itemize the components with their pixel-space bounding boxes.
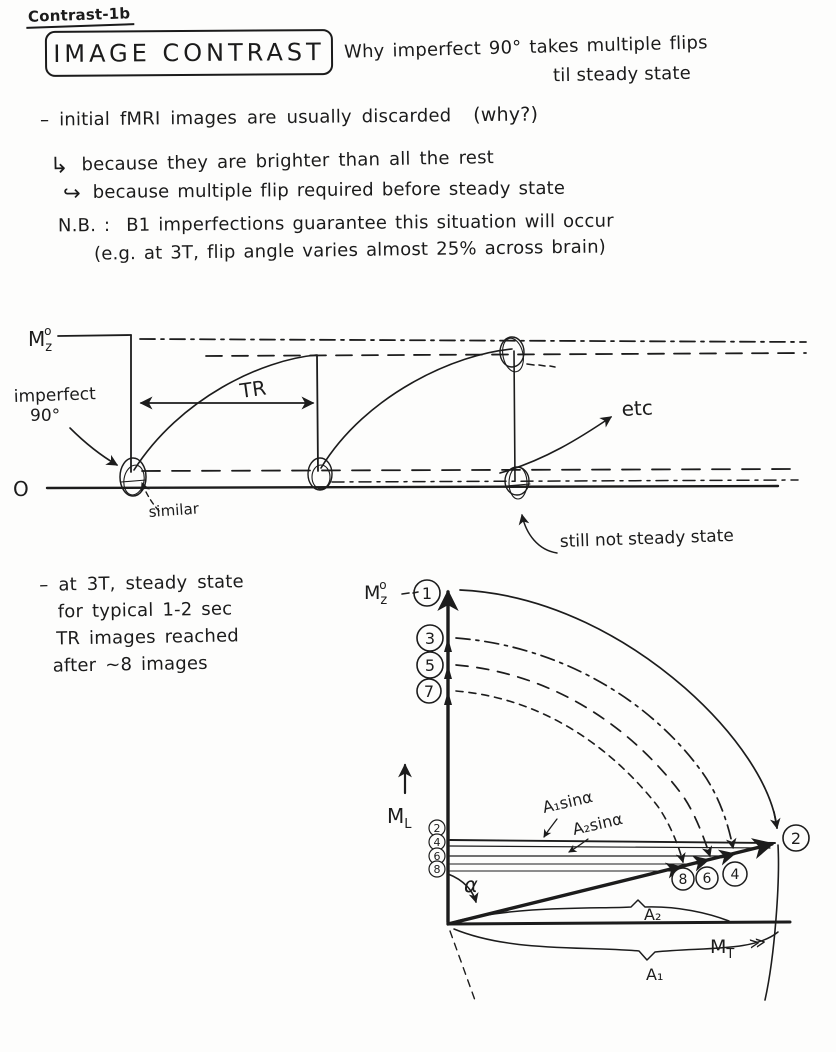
tick-label-4: 4 <box>433 836 441 849</box>
not-steady-callout-arrow <box>522 515 557 553</box>
nb-line2: (e.g. at 3T, flip angle varies almost 25% across brain) <box>93 236 607 265</box>
imperfect-label-line2: 90° <box>30 406 61 426</box>
steady-state-note <box>39 568 245 680</box>
steady-line: – at 3T, steady state <box>39 571 245 596</box>
point-label-3: 3 <box>424 629 436 648</box>
vector-arrow-6 <box>696 860 708 863</box>
point-label-6: 6 <box>702 871 712 887</box>
residual-dashed-line <box>142 469 800 471</box>
point-label-4: 4 <box>730 867 740 883</box>
overflip-dashed-line <box>450 931 476 1003</box>
point-label-5: 5 <box>424 656 436 675</box>
similar-label: similar <box>148 499 200 521</box>
reason-text: because multiple flip required before steady state <box>92 177 566 203</box>
mt-axis-label: $M_T$ <box>710 936 735 962</box>
subtitle-line2: til steady state <box>552 62 692 87</box>
pulse-drop-3 <box>514 351 515 481</box>
nb-label: N.B. : <box>57 214 111 237</box>
steady-line: TR images reached <box>56 625 240 650</box>
residual-dashdot-line <box>332 480 798 482</box>
a1sin-callout-arrow <box>544 819 557 837</box>
recovery-curve-2 <box>321 349 512 468</box>
tr-label: TR <box>238 375 268 403</box>
flip-marker-1-cross <box>121 480 146 482</box>
arc-full-90 <box>460 590 777 828</box>
flip-marker-3-inner <box>509 467 527 499</box>
mt-axis <box>448 922 790 924</box>
bullet-paren: (why?) <box>473 103 539 127</box>
reason-brighter <box>50 146 494 179</box>
mz-axis-label: $M_zo$ <box>364 578 388 608</box>
axis-arrowhead-3 <box>444 638 452 652</box>
pulse-drop-2 <box>317 355 318 471</box>
mz-axis-label: $M_zo$ <box>28 324 53 355</box>
axis-arrowhead-5 <box>444 665 452 679</box>
steady-line: after ~8 images <box>52 652 208 677</box>
point-label-1: 1 <box>421 584 433 603</box>
reason-multiple-flip <box>63 177 565 205</box>
alpha-label: α <box>464 873 478 897</box>
baseline <box>47 486 778 488</box>
ml-axis-label: $M_L$ <box>387 804 412 832</box>
diagram-longitudinal-recovery <box>0 310 836 575</box>
etc-label: etc <box>621 395 654 421</box>
mz-level-tick <box>58 335 131 336</box>
third-peak-dots <box>527 364 555 367</box>
a2sin-label: A₂sinα <box>570 808 625 839</box>
mz-level-dashdot-line <box>140 339 806 342</box>
reason-text: because they are brighter than all the rest <box>81 147 495 176</box>
hook-arrow-icon: ↳ <box>49 153 69 179</box>
second-peak-dashed-line <box>206 353 806 356</box>
bullet-initial-images <box>40 103 538 130</box>
subtitle-line1: Why imperfect 90° takes multiple flips <box>343 32 708 63</box>
tick-label-8: 8 <box>433 863 441 876</box>
mz-label-dashes <box>402 592 418 594</box>
title-box <box>45 29 333 77</box>
a1-label: A₁ <box>646 965 664 984</box>
nb-line1 <box>58 211 614 237</box>
flip-marker-2 <box>308 458 332 490</box>
not-steady-label: still not steady state <box>559 525 735 552</box>
hook-arrow-icon: ↪ <box>62 181 81 206</box>
imperfect-callout-arrow <box>70 428 117 465</box>
point-label-7: 7 <box>423 682 435 701</box>
corner-label: Contrast-1b <box>26 4 135 29</box>
etc-callout-arrow <box>500 417 611 473</box>
recovery-curve-1 <box>134 355 316 470</box>
diagram-vector-steady-state <box>360 560 836 1052</box>
tick-label-2: 2 <box>433 822 441 835</box>
point-label-8: 8 <box>678 872 688 888</box>
axis-arrowhead-7 <box>444 691 452 705</box>
a1sin-level-line <box>450 840 775 843</box>
bullet-text: – initial fMRI images are usually discarded <box>39 105 452 131</box>
point-label-2: 2 <box>790 829 802 848</box>
tick-label-6: 6 <box>433 850 441 863</box>
imperfect-label-line1: imperfect <box>13 384 97 407</box>
a1sin-label: A₁sinα <box>540 786 595 817</box>
zero-label: O <box>13 477 29 501</box>
mt-axis-arrow-glyph: ≫ <box>747 931 768 953</box>
a1sin-level-line-2 <box>450 846 770 848</box>
steady-line: for typical 1-2 sec <box>57 598 233 623</box>
a2-label: A₂ <box>644 905 662 924</box>
nb-text: B1 imperfections guarantee this situation will occur <box>126 210 614 236</box>
page-title: IMAGE CONTRAST <box>53 38 325 68</box>
